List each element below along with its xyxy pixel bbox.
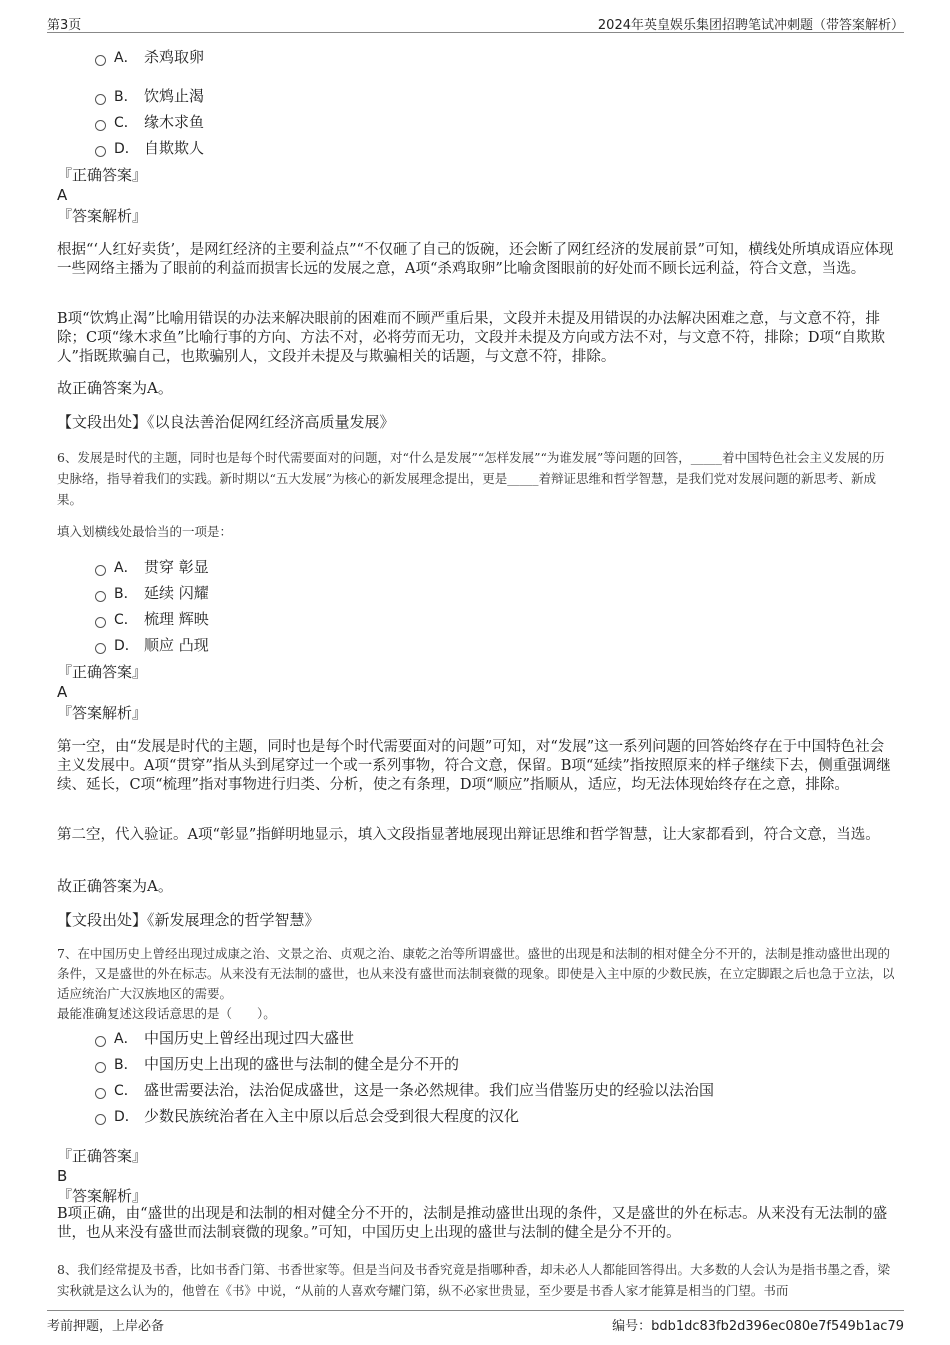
q7-option-a[interactable]	[95, 1027, 354, 1049]
radio-icon[interactable]	[95, 1114, 106, 1125]
option-text: 缘木求鱼	[144, 113, 205, 131]
radio-icon[interactable]	[95, 1062, 106, 1073]
document-id: 编号：bdb1dc83fb2d396ec080e7f549b1ac79	[612, 1319, 904, 1334]
option-text: 盛世需要法治，法治促成盛世，这是一条必然规律。我们应当借鉴历史的经验以法治国	[144, 1081, 715, 1099]
option-key: B．	[114, 1057, 138, 1073]
option-key: C．	[114, 612, 138, 628]
radio-icon[interactable]	[95, 146, 106, 157]
q7-answer-label: 『正确答案』	[57, 1147, 148, 1165]
option-key: B．	[114, 89, 138, 105]
radio-icon[interactable]	[95, 1036, 106, 1047]
option-text: 杀鸡取卵	[144, 48, 205, 66]
q8-stem: 8、我们经常提及书香，比如书香门第、书香世家等。但是当问及书香究竟是指哪种香，却未必人人都能回答得出。大多数的人会认为是指书墨之香，梁实秋就是这么认为的，他曾在《书》中说，“从前的人喜欢夸耀门第，纵不必家世贵显，至少要是书香人家才能算是相当的门望。书而	[57, 1262, 890, 1298]
option-text: 饮鸩止渴	[144, 87, 205, 105]
q7-analysis-p1: B项正确，由“盛世的出现是和法制的相对健全分不开的，法制是推动盛世出现的条件，又是盛世的外在标志。从来没有无法制的盛世，也从来没有盛世而法制衰微的现象。”可知，中国历史上出现的盛世与法制的健全是分不开的。	[57, 1206, 888, 1241]
option-text: 顺应 凸现	[144, 636, 209, 654]
q7-analysis-label: 『答案解析』	[57, 1187, 148, 1205]
option-key: D．	[114, 141, 139, 157]
q6-answer: A	[57, 683, 68, 701]
q5-source: 【文段出处】《以良法善治促网红经济高质量发展》	[57, 413, 395, 431]
q5-analysis-p2: B项“饮鸩止渴”比喻用错误的办法来解决眼前的困难而不顾严重后果，文段并未提及用错误的办法解决困难之意，与文意不符，排除；C项“缘木求鱼”比喻行事的方向、方法不对，必将劳而无功，文段并未提及方向或方法不对，与文意不符，排除；D项“自欺欺人”指既欺骗自己，也欺骗别人，文段并未提及与欺骗相关的话题，与文意不符，排除。	[57, 311, 885, 365]
radio-icon[interactable]	[95, 55, 106, 66]
radio-icon[interactable]	[95, 120, 106, 131]
option-key: A．	[114, 1031, 138, 1047]
q5-answer-label: 『正确答案』	[57, 166, 148, 184]
option-key: A．	[114, 560, 138, 576]
q6-stem: 6、发展是时代的主题，同时也是每个时代需要面对的问题，对“什么是发展”“怎样发展”“为谁发展”等问题的回答，_____着中国特色社会主义发展的历史脉络，指导着我们的实践。新时期以“五大发展”为核心的新发展理念提出，更是_____着辩证思维和哲学智慧，是我们党对发展问题的新思考、新成果。	[57, 450, 885, 507]
option-text: 自欺欺人	[144, 139, 205, 157]
q5-conclusion: 故正确答案为A。	[57, 379, 173, 397]
q7-option-b[interactable]	[95, 1053, 459, 1075]
q6-analysis-p2: 第二空，代入验证。A项“彰显”指鲜明地显示，填入文段指显著地展现出辩证思维和哲学智慧，让大家都看到，符合文意，当选。	[57, 827, 880, 843]
option-key: A．	[114, 50, 138, 66]
option-text: 延续 闪耀	[144, 584, 209, 602]
option-key: B．	[114, 586, 138, 602]
document-title: 2024年英皇娱乐集团招聘笔试冲刺题（带答案解析）	[597, 18, 904, 33]
q7-option-d[interactable]	[95, 1105, 519, 1127]
q5-option-a[interactable]	[95, 46, 204, 68]
q6-prompt: 填入划横线处最恰当的一项是：	[57, 524, 233, 539]
q5-analysis-label: 『答案解析』	[57, 207, 148, 225]
option-text: 中国历史上出现的盛世与法制的健全是分不开的	[144, 1055, 460, 1073]
q6-answer-label: 『正确答案』	[57, 663, 148, 681]
q5-option-c[interactable]	[95, 111, 204, 133]
q6-analysis-label: 『答案解析』	[57, 704, 148, 722]
option-key: D．	[114, 1109, 139, 1125]
q5-analysis-p1: 根据“‘人红好卖货’，是网红经济的主要利益点”“不仅砸了自己的饭碗，还会断了网红经济的发展前景”可知，横线处所填成语应体现一些网络主播为了眼前的利益而损害长远的发展之意，A项“杀鸡取卵”比喻贪图眼前的好处而不顾长远利益，符合文意，当选。	[57, 242, 894, 277]
radio-icon[interactable]	[95, 565, 106, 576]
radio-icon[interactable]	[95, 1088, 106, 1099]
q6-option-d[interactable]	[95, 634, 209, 656]
page-number: 第3页	[47, 18, 82, 33]
option-text: 贯穿 彰显	[144, 558, 209, 576]
q6-source: 【文段出处】《新发展理念的哲学智慧》	[57, 911, 320, 929]
q6-option-c[interactable]	[95, 608, 209, 630]
option-text: 少数民族统治者在入主中原以后总会受到很大程度的汉化	[144, 1107, 520, 1125]
option-key: D．	[114, 638, 139, 654]
page-footer	[47, 1310, 904, 1334]
option-text: 中国历史上曾经出现过四大盛世	[144, 1029, 355, 1047]
q7-stem: 7、在中国历史上曾经出现过成康之治、文景之治、贞观之治、康乾之治等所谓盛世。盛世的出现是和法制的相对健全分不开的，法制是推动盛世出现的条件，又是盛世的外在标志。从来没有无法制的盛世，也从来没有盛世而法制衰微的现象。即使是入主中原的少数民族，在立定脚跟之后也急于立法，以适应统治广大汉族地区的需要。	[57, 946, 895, 1001]
footer-slogan: 考前押题，上岸必备	[47, 1319, 165, 1334]
q6-conclusion: 故正确答案为A。	[57, 877, 173, 895]
q7-prompt: 最能准确复述这段话意思的是（ ）。	[57, 1006, 276, 1021]
radio-icon[interactable]	[95, 94, 106, 105]
q5-answer: A	[57, 186, 68, 204]
option-key: C．	[114, 1083, 138, 1099]
q5-option-b[interactable]	[95, 85, 204, 107]
q7-option-c[interactable]	[95, 1079, 714, 1101]
radio-icon[interactable]	[95, 591, 106, 602]
q6-option-b[interactable]	[95, 582, 209, 604]
option-key: C．	[114, 115, 138, 131]
q7-answer: B	[57, 1167, 68, 1185]
radio-icon[interactable]	[95, 643, 106, 654]
option-text: 梳理 辉映	[144, 610, 209, 628]
q5-option-d[interactable]	[95, 137, 204, 159]
q6-analysis-p1: 第一空，由“发展是时代的主题，同时也是每个时代需要面对的问题”可知，对“发展”这一系列问题的回答始终存在于中国特色社会主义发展中。A项“贯穿”指从头到尾穿过一个或一系列事物，符合文意，保留。B项“延续”指按照原来的样子继续下去，侧重强调继续、延长，C项“梳理”指对事物进行归类、分析，使之有条理，D项“顺应”指顺从，适应，均无法体现始终存在之意，排除。	[57, 739, 891, 793]
radio-icon[interactable]	[95, 617, 106, 628]
q6-option-a[interactable]	[95, 556, 209, 578]
page-header	[47, 14, 904, 33]
